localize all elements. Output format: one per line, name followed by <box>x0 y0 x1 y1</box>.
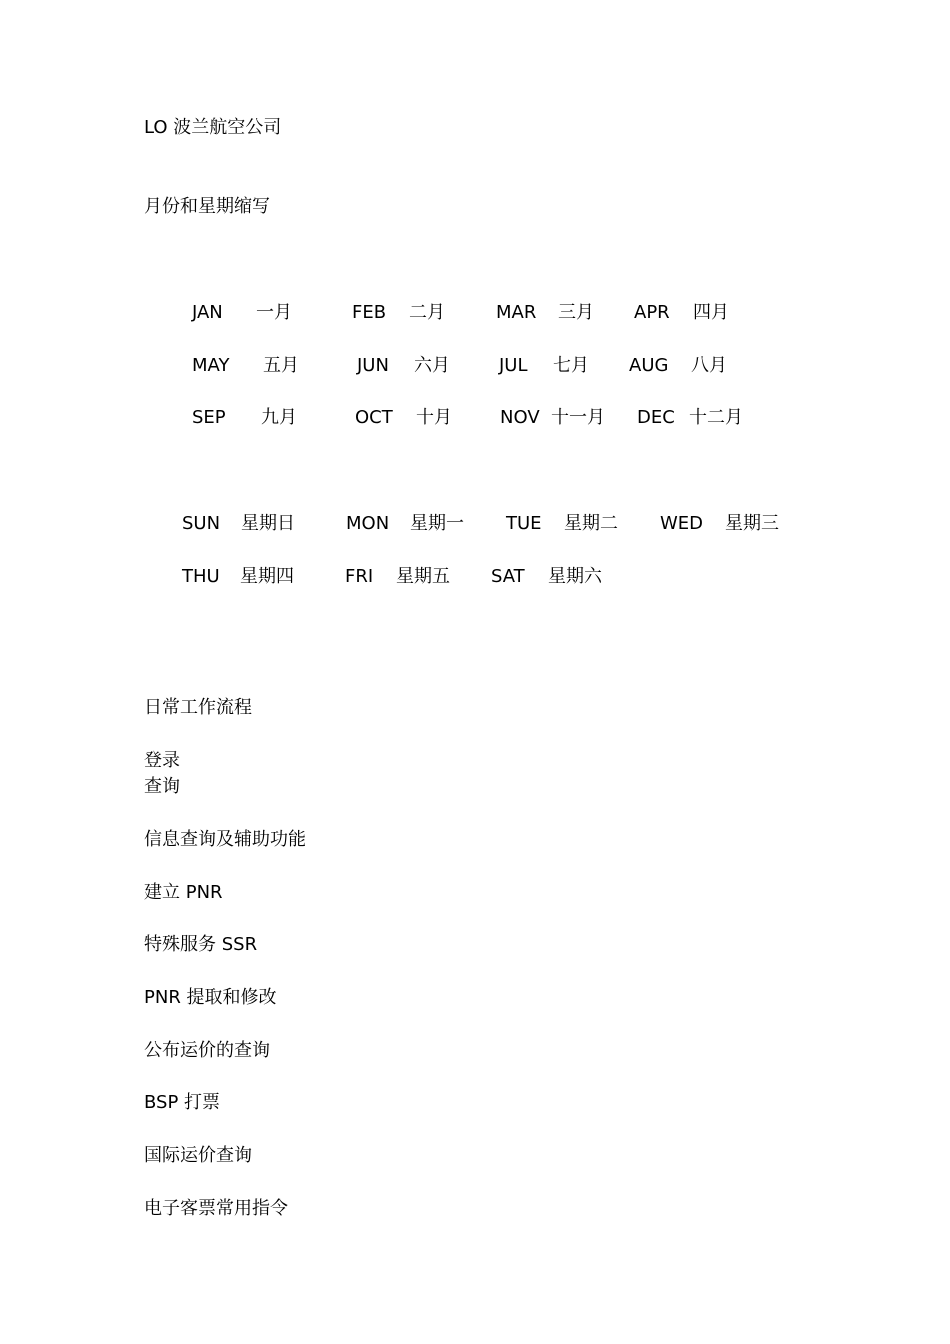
month-code: FEB <box>352 302 387 323</box>
month-code: JUL <box>499 355 528 376</box>
month-cn: 一月 <box>256 302 292 323</box>
month-code: MAY <box>192 355 230 376</box>
month-code: APR <box>634 302 670 323</box>
month-code: SEP <box>192 407 226 428</box>
weekday-cn: 星期一 <box>410 513 464 534</box>
month-code: MAR <box>496 302 537 323</box>
airline-line: LO 波兰航空公司 <box>144 117 282 138</box>
weekday-code: TUE <box>506 513 542 534</box>
month-cn: 十二月 <box>689 407 743 428</box>
month-cn: 五月 <box>263 355 299 376</box>
month-code: DEC <box>637 407 675 428</box>
list-item: 公布运价的查询 <box>144 1040 270 1061</box>
month-code: OCT <box>355 407 393 428</box>
month-cn: 十一月 <box>551 407 605 428</box>
weekday-code: FRI <box>345 566 374 587</box>
weekday-cn: 星期日 <box>241 513 295 534</box>
weekday-cn: 星期三 <box>725 513 779 534</box>
list-item: PNR 提取和修改 <box>144 987 277 1008</box>
weekday-cn: 星期二 <box>564 513 618 534</box>
list-item: 特殊服务 SSR <box>144 934 258 955</box>
list-item: BSP 打票 <box>144 1092 221 1113</box>
list-item: 建立 PNR <box>144 882 223 903</box>
month-cn: 四月 <box>693 302 729 323</box>
weekday-cn: 星期六 <box>548 566 602 587</box>
month-cn: 二月 <box>409 302 445 323</box>
weekday-code: SAT <box>491 566 525 587</box>
list-item: 登录 <box>144 750 180 771</box>
weekday-code: SUN <box>182 513 221 534</box>
month-code: JUN <box>357 355 389 376</box>
list-item: 电子客票常用指令 <box>144 1198 288 1219</box>
weekday-code: WED <box>660 513 704 534</box>
weekday-code: THU <box>182 566 220 587</box>
month-cn: 六月 <box>414 355 450 376</box>
month-cn: 三月 <box>558 302 594 323</box>
month-cn: 九月 <box>261 407 297 428</box>
weekday-cn: 星期五 <box>396 566 450 587</box>
weekday-cn: 星期四 <box>240 566 294 587</box>
abbr-heading: 月份和星期缩写 <box>144 196 270 217</box>
weekday-code: MON <box>346 513 390 534</box>
list-item: 信息查询及辅助功能 <box>144 829 306 850</box>
month-code: AUG <box>629 355 669 376</box>
list-item: 国际运价查询 <box>144 1145 252 1166</box>
workflow-heading: 日常工作流程 <box>144 697 252 718</box>
month-code: NOV <box>500 407 540 428</box>
month-cn: 十月 <box>416 407 452 428</box>
month-code: JAN <box>192 302 223 323</box>
list-item: 查询 <box>144 776 180 797</box>
month-cn: 八月 <box>691 355 727 376</box>
month-cn: 七月 <box>553 355 589 376</box>
